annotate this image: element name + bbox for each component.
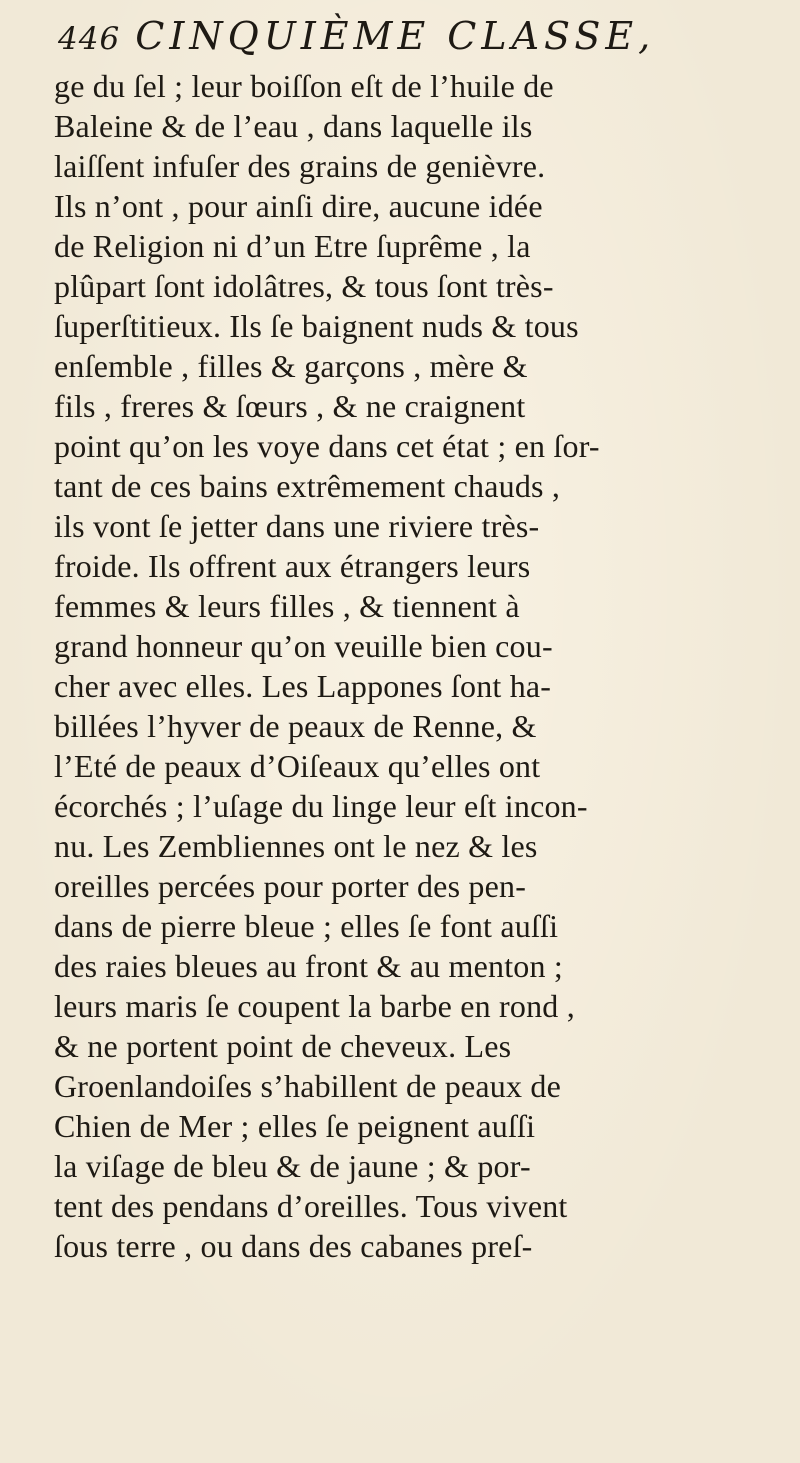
text-line: Groenlandoiſes s’habillent de peaux de — [54, 1068, 561, 1104]
text-line: froide. Ils offrent aux étrangers leurs — [54, 548, 531, 584]
text-line: ſous terre , ou dans des cabanes preſ- — [54, 1228, 533, 1264]
text-line: laiſſent infuſer des grains de genièvre. — [54, 148, 546, 184]
text-line: femmes & leurs filles , & tiennent à — [54, 588, 520, 624]
text-line: ſuperſtitieux. Ils ſe baignent nuds & tous — [54, 308, 579, 344]
text-line: tant de ces bains extrêmement chauds , — [54, 468, 561, 504]
text-line: Chien de Mer ; elles ſe peignent auſſi — [54, 1108, 536, 1144]
text-line: fils , freres & ſœurs , & ne craignent — [54, 388, 526, 424]
text-line: oreilles percées pour porter des pen- — [54, 868, 527, 904]
text-line: cher avec elles. Les Lappones ſont ha- — [54, 668, 552, 704]
text-line: ge du ſel ; leur boiſſon eſt de l’huile de — [54, 68, 554, 104]
text-line: enſemble , filles & garçons , mère & — [54, 348, 528, 384]
running-head — [58, 14, 758, 64]
body-text — [54, 66, 778, 1266]
text-line: l’Eté de peaux d’Oiſeaux qu’elles ont — [54, 748, 541, 784]
text-line: écorchés ; l’uſage du linge leur eſt incon- — [54, 788, 588, 824]
text-line: nu. Les Zembliennes ont le nez & les — [54, 828, 538, 864]
text-line: ils vont ſe jetter dans une riviere très- — [54, 508, 540, 544]
running-title: CINQUIÈME CLASSE, — [135, 14, 656, 58]
text-line: dans de pierre bleue ; elles ſe font auſſi — [54, 908, 559, 944]
text-line: Ils n’ont , pour ainſi dire, aucune idée — [54, 188, 543, 224]
text-line: plûpart ſont idolâtres, & tous ſont très- — [54, 268, 554, 304]
text-line: billées l’hyver de peaux de Renne, & — [54, 708, 537, 744]
text-line: des raies bleues au front & au menton ; — [54, 948, 563, 984]
text-line: grand honneur qu’on veuille bien cou- — [54, 628, 553, 664]
text-line: & ne portent point de cheveux. Les — [54, 1028, 512, 1064]
page-number: 446 — [58, 21, 121, 57]
text-line: Baleine & de l’eau , dans laquelle ils — [54, 108, 533, 144]
text-line: la viſage de bleu & de jaune ; & por- — [54, 1148, 531, 1184]
text-line: leurs maris ſe coupent la barbe en rond , — [54, 988, 575, 1024]
text-line: de Religion ni d’un Etre ſuprême , la — [54, 228, 531, 264]
text-line: point qu’on les voye dans cet état ; en ſor- — [54, 428, 600, 464]
text-line: tent des pendans d’oreilles. Tous vivent — [54, 1188, 568, 1224]
